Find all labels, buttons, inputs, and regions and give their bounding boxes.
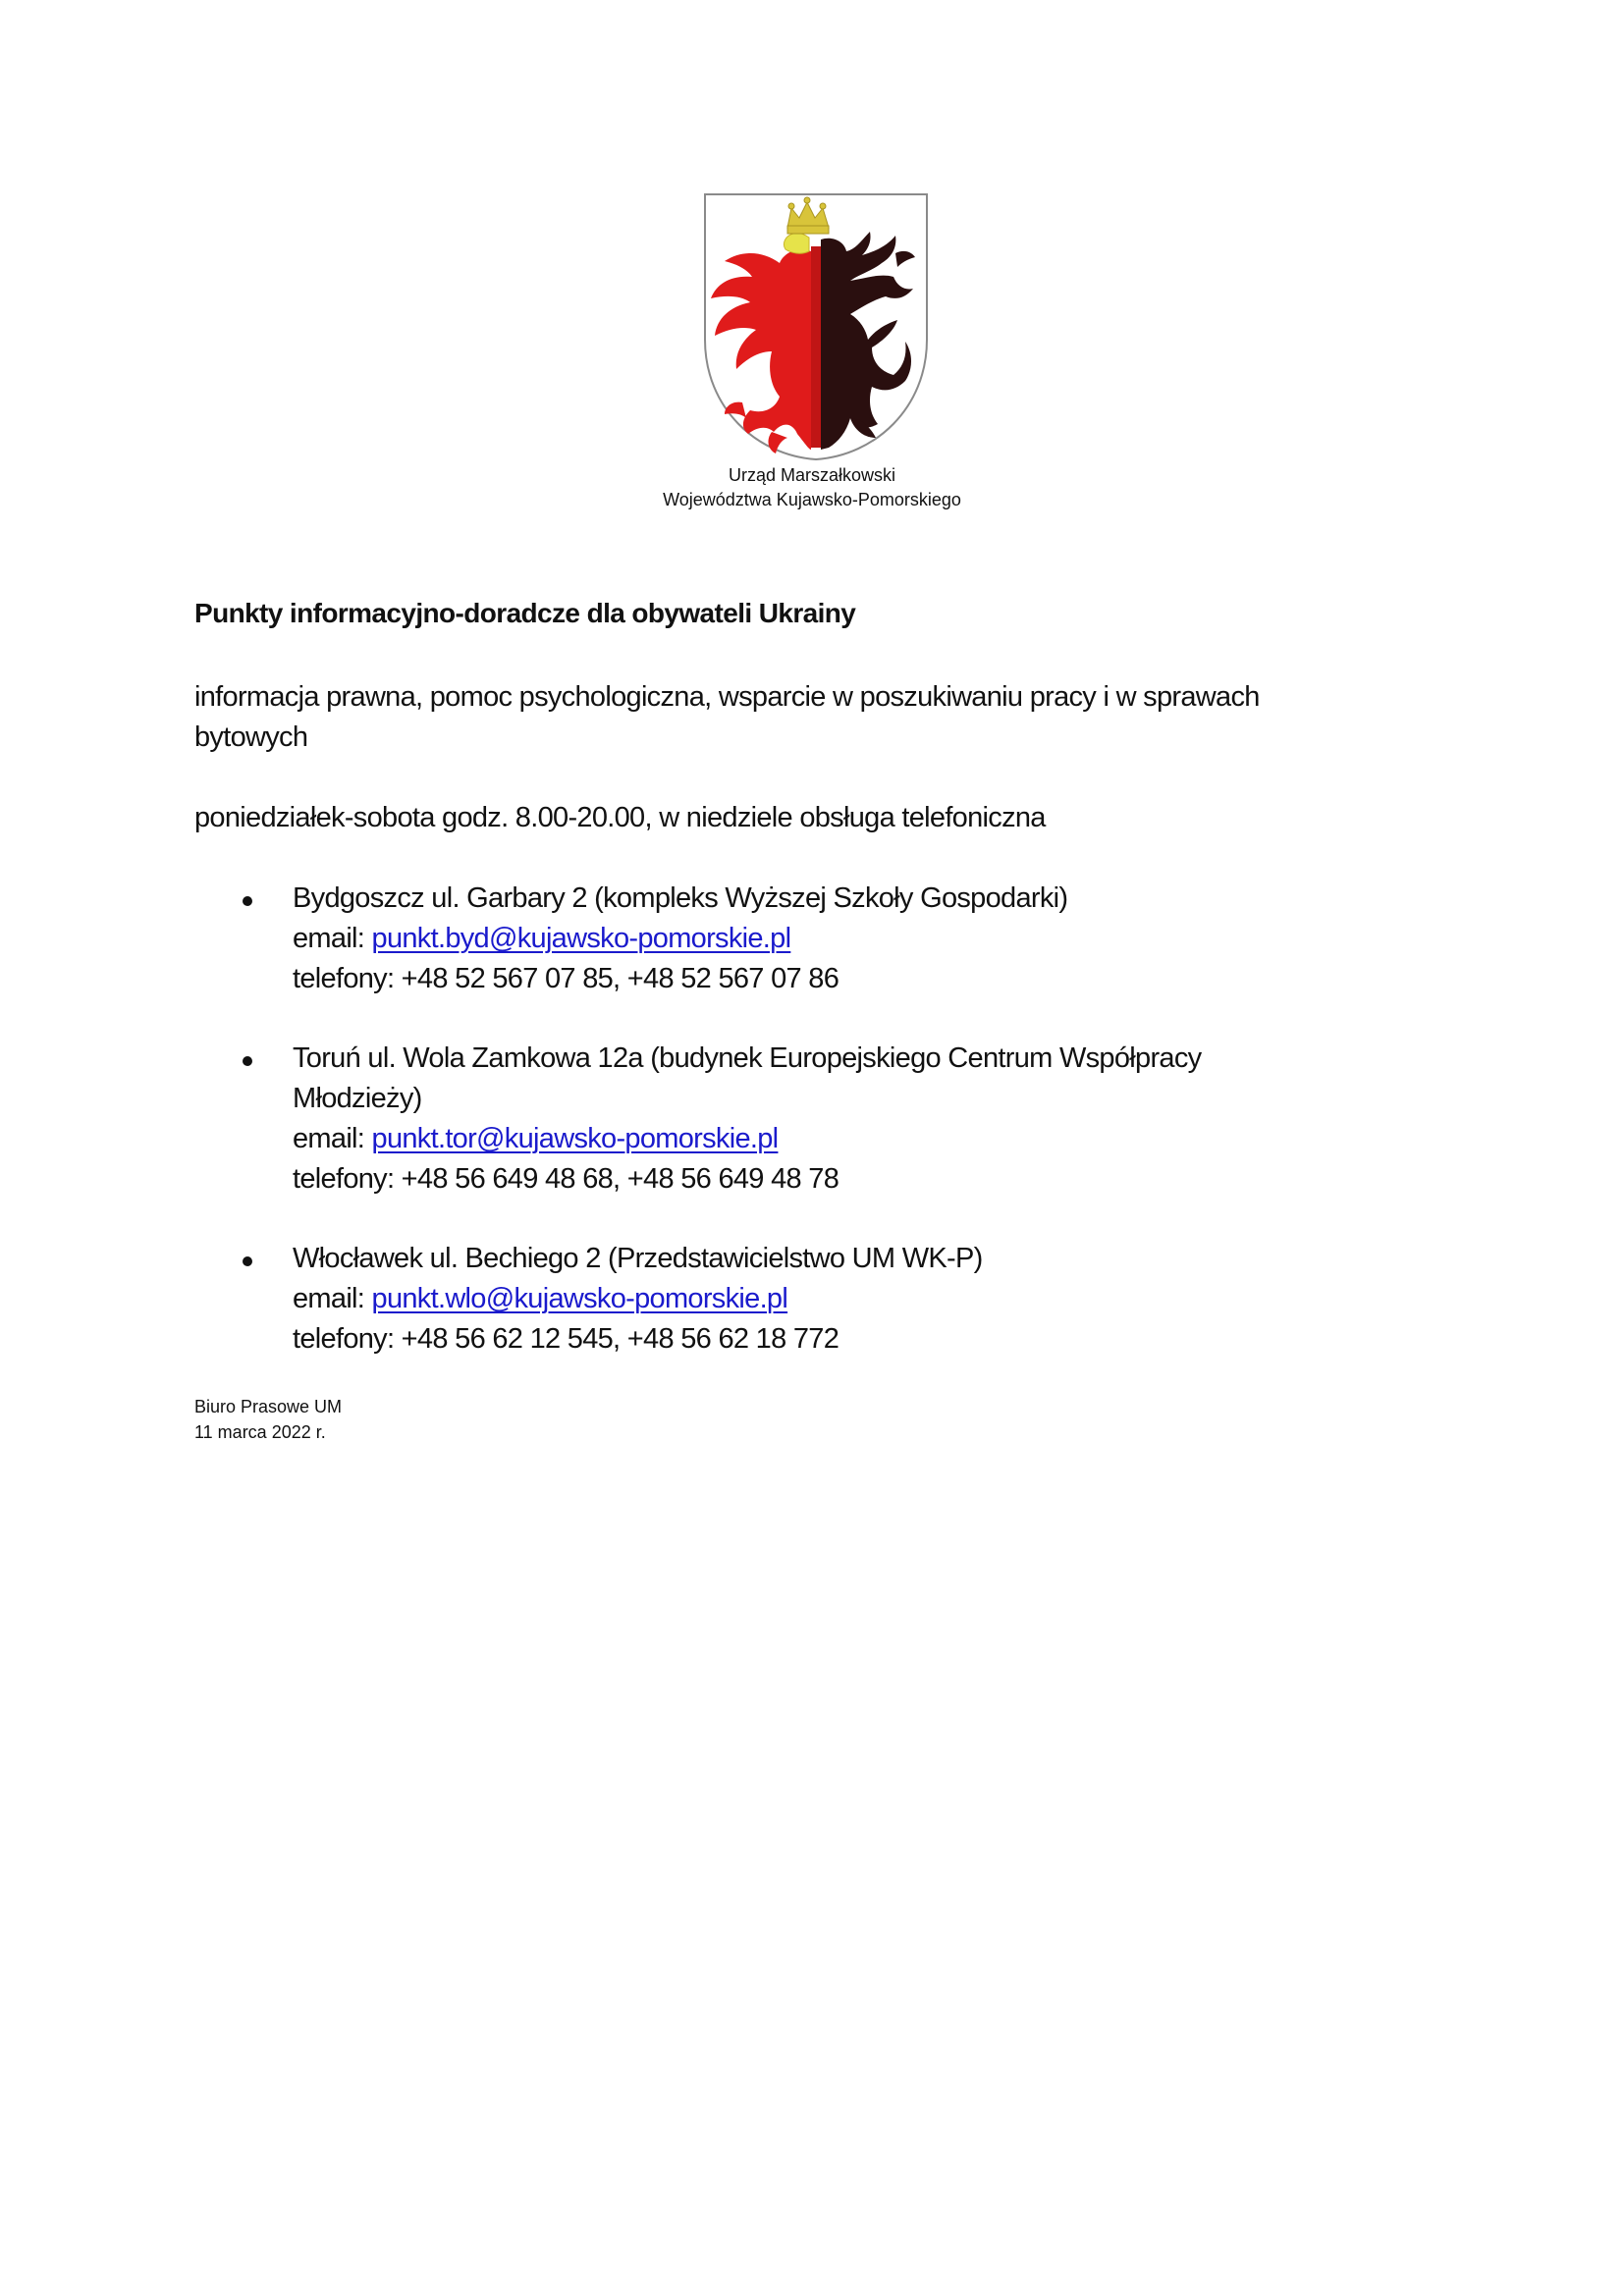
location-phones: telefony: +48 56 649 48 68, +48 56 649 48 78 [293,1163,839,1195]
document-date: 11 marca 2022 r. [194,1422,326,1442]
organization-name-line-1: Urząd Marszałkowski [728,465,896,485]
email-label: email: [293,923,372,954]
email-label: email: [293,1123,372,1154]
footer [194,1394,342,1445]
services-line: bytowych [194,721,308,753]
location-address: Toruń ul. Wola Zamkowa 12a (budynek Europejskiego Centrum Współpracy [293,1042,1202,1074]
email-label: email: [293,1283,372,1314]
organization-name-line-2: Województwa Kujawsko-Pomorskiego [663,490,961,509]
location-phones: telefony: +48 52 567 07 85, +48 52 567 07 86 [293,963,839,994]
document-title: Punkty informacyjno-doradcze dla obywateli Ukrainy [194,598,856,628]
services-line: informacja prawna, pomoc psychologiczna, wsparcie w poszukiwaniu pracy i w sprawach [194,681,1260,713]
coat-of-arms-icon [703,192,929,461]
location-email-line [293,1279,1201,1319]
email-link[interactable]: punkt.byd@kujawsko-pomorskie.pl [371,923,791,954]
opening-hours: poniedziałek-sobota godz. 8.00-20.00, w niedziele obsługa telefoniczna [194,802,1046,833]
locations-list [194,879,1201,1399]
location-item-torun [194,1039,1201,1200]
griffin-beak [784,233,809,253]
location-address: Młodzieży) [293,1083,422,1114]
services-paragraph [194,677,1260,758]
location-address: Włocławek ul. Bechiego 2 (Przedstawicielstwo UM WK-P) [293,1243,983,1274]
email-link[interactable]: punkt.tor@kujawsko-pomorskie.pl [371,1123,779,1154]
location-email-line [293,1119,1201,1159]
shield-divider [811,246,821,448]
location-item-wloclawek [194,1239,1201,1360]
press-office: Biuro Prasowe UM [194,1397,343,1416]
location-phones: telefony: +48 56 62 12 545, +48 56 62 18 772 [293,1323,839,1355]
email-link[interactable]: punkt.wlo@kujawsko-pomorskie.pl [371,1283,788,1314]
location-email-line [293,919,1201,959]
location-item-bydgoszcz [194,879,1201,999]
location-address: Bydgoszcz ul. Garbary 2 (kompleks Wyższej Szkoły Gospodarki) [293,882,1068,914]
